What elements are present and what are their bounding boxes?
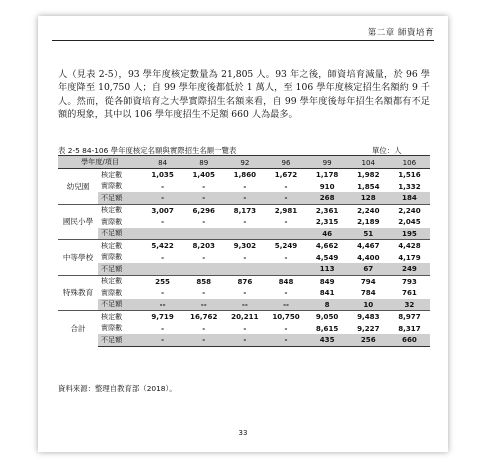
table-cell: 8,317 bbox=[398, 323, 421, 333]
table-row bbox=[58, 287, 430, 299]
table-cell: - bbox=[142, 334, 183, 346]
table-cell: - bbox=[202, 323, 206, 333]
table-row bbox=[58, 334, 430, 346]
table-cell: 1,860 bbox=[233, 170, 257, 180]
group-label: 國民小學 bbox=[58, 204, 98, 240]
table-cell bbox=[265, 263, 306, 275]
table-cell: 10,750 bbox=[265, 311, 306, 323]
table-row bbox=[58, 192, 430, 204]
table-cell: 858 bbox=[183, 275, 224, 287]
table-cell bbox=[142, 263, 183, 275]
table-cell: 660 bbox=[389, 334, 430, 346]
group-label: 合計 bbox=[58, 311, 98, 347]
table-row bbox=[58, 299, 430, 311]
row-label: 不足額 bbox=[98, 192, 142, 204]
table-cell: 268 bbox=[307, 192, 348, 204]
header-cell-year: 106 bbox=[389, 156, 430, 169]
table-cell: - bbox=[202, 252, 206, 262]
table-cell: 4,662 bbox=[307, 240, 348, 252]
table-cell: - bbox=[243, 252, 247, 262]
table-cell: 5,249 bbox=[265, 240, 306, 252]
group-label: 幼兒園 bbox=[58, 169, 98, 205]
table-cell: 32 bbox=[389, 299, 430, 311]
header-cell-year: 99 bbox=[307, 156, 348, 169]
table-row bbox=[58, 275, 430, 287]
table-row bbox=[58, 181, 430, 193]
table-cell: 1,035 bbox=[151, 170, 174, 180]
table-cell: 3,007 bbox=[142, 204, 183, 216]
row-label: 不足額 bbox=[98, 228, 142, 240]
table-cell: - bbox=[183, 334, 224, 346]
table-cell: 1,178 bbox=[315, 170, 339, 180]
table-cell: - bbox=[243, 288, 247, 298]
table-cell: 46 bbox=[307, 228, 348, 240]
body-paragraph: 人（見表 2-5），93 學年度核定數量為 21,805 人。93 年之後，師資培育減量，於 96 學年度降至 10,750 人；自 99 學年度後都低於 1 萬人，至 106 學年度核定招生名額約 9 千人。然而，從各師資培育之大學實際招生名額來看，自 99 學年度後每年招生名額都有不足額的現象，其中以 106 學年度招生不足額 660 人為最多。 bbox=[58, 69, 430, 120]
row-label: 實際數 bbox=[101, 181, 123, 191]
table-cell: - bbox=[284, 252, 288, 262]
group-label: 中等學校 bbox=[58, 240, 98, 276]
header-cell-item: 學年度/項目 bbox=[58, 156, 142, 169]
table-cell bbox=[265, 228, 306, 240]
table-cell: 51 bbox=[348, 228, 389, 240]
table-row bbox=[58, 228, 430, 240]
table-cell: - bbox=[284, 181, 288, 191]
page-header bbox=[38, 16, 448, 40]
table-cell: 794 bbox=[348, 275, 389, 287]
row-label: 核定數 bbox=[98, 311, 142, 323]
table-header-row bbox=[58, 156, 430, 169]
table-cell: - bbox=[284, 323, 288, 333]
table-source: 資料來源：整理自教育部（2018）。 bbox=[58, 384, 177, 393]
header-cell-year: 84 bbox=[142, 156, 183, 169]
table-cell: 2,361 bbox=[307, 204, 348, 216]
row-label: 不足額 bbox=[98, 263, 142, 275]
row-label: 不足額 bbox=[98, 334, 142, 346]
table-cell: 1,332 bbox=[398, 181, 421, 191]
quota-table bbox=[58, 155, 430, 347]
table-cell: 9,719 bbox=[142, 311, 183, 323]
header-cell-year: 92 bbox=[224, 156, 265, 169]
table-cell: 20,211 bbox=[224, 311, 265, 323]
table-row bbox=[58, 240, 430, 252]
table-cell: 849 bbox=[307, 275, 348, 287]
table-cell: 1,405 bbox=[192, 170, 215, 180]
table-cell: 876 bbox=[224, 275, 265, 287]
table-cell bbox=[224, 228, 265, 240]
row-label: 實際數 bbox=[101, 323, 123, 333]
row-label: 核定數 bbox=[98, 275, 142, 287]
table-cell: 9,302 bbox=[224, 240, 265, 252]
table-cell: 848 bbox=[265, 275, 306, 287]
table-row bbox=[58, 216, 430, 228]
table-cell: 255 bbox=[142, 275, 183, 287]
table-cell: 8,203 bbox=[183, 240, 224, 252]
row-label: 實際數 bbox=[101, 287, 123, 297]
table-row bbox=[58, 169, 430, 181]
table-cell bbox=[142, 228, 183, 240]
table-cell bbox=[224, 263, 265, 275]
table-row bbox=[58, 263, 430, 275]
table-cell: - bbox=[243, 217, 247, 227]
table-cell bbox=[183, 263, 224, 275]
table-cell: 910 bbox=[319, 181, 335, 191]
row-label: 實際數 bbox=[101, 252, 123, 262]
group-label: 特殊教育 bbox=[58, 275, 98, 311]
table-cell: 1,672 bbox=[274, 170, 298, 180]
table-cell: 8,615 bbox=[315, 323, 339, 333]
table-cell: - bbox=[284, 217, 288, 227]
table-cell: - bbox=[224, 192, 265, 204]
header-cell-year: 96 bbox=[265, 156, 306, 169]
table-cell: 113 bbox=[307, 263, 348, 275]
table-cell: 184 bbox=[389, 192, 430, 204]
table-cell: - bbox=[243, 181, 247, 191]
table-cell: 8 bbox=[307, 299, 348, 311]
row-label: 實際數 bbox=[101, 216, 123, 226]
table-cell: 2,240 bbox=[348, 204, 389, 216]
table-cell: 841 bbox=[319, 288, 335, 298]
table-cell: 435 bbox=[307, 334, 348, 346]
table-row bbox=[58, 252, 430, 264]
table-cell: - bbox=[161, 217, 165, 227]
table-row bbox=[58, 323, 430, 335]
table-cell: 1,982 bbox=[357, 170, 380, 180]
row-label: 不足額 bbox=[98, 299, 142, 311]
table-cell: -- bbox=[142, 299, 183, 311]
table-cell: 9,483 bbox=[348, 311, 389, 323]
header-cell-year: 104 bbox=[348, 156, 389, 169]
table-cell: 4,549 bbox=[315, 252, 339, 262]
table-cell: 128 bbox=[348, 192, 389, 204]
table-cell: - bbox=[202, 288, 206, 298]
table-cell: 2,045 bbox=[398, 217, 421, 227]
table-cell: - bbox=[161, 252, 165, 262]
table-caption: 表 2-5 84-106 學年度核定名額與實際招生名額一覽表 bbox=[58, 146, 237, 155]
table-cell: - bbox=[224, 334, 265, 346]
header-cell-year: 89 bbox=[183, 156, 224, 169]
table-cell: - bbox=[284, 288, 288, 298]
table-cell: 10 bbox=[348, 299, 389, 311]
table-cell: 256 bbox=[348, 334, 389, 346]
table-row bbox=[58, 311, 430, 323]
table-cell: 4,467 bbox=[348, 240, 389, 252]
table-cell: 8,977 bbox=[389, 311, 430, 323]
table-cell: 5,422 bbox=[142, 240, 183, 252]
table-cell: 2,240 bbox=[389, 204, 430, 216]
table-cell: 761 bbox=[402, 288, 417, 298]
table-cell: - bbox=[265, 334, 306, 346]
table-cell: 6,296 bbox=[183, 204, 224, 216]
table-cell: 9,227 bbox=[357, 323, 380, 333]
table-cell: - bbox=[243, 323, 247, 333]
row-label: 核定數 bbox=[98, 240, 142, 252]
table-cell: 4,400 bbox=[357, 252, 380, 262]
table-cell: - bbox=[161, 181, 165, 191]
table-cell: - bbox=[183, 192, 224, 204]
table-cell: 195 bbox=[389, 228, 430, 240]
table-cell bbox=[183, 228, 224, 240]
table-cell: 4,179 bbox=[398, 252, 421, 262]
table-cell: 16,762 bbox=[183, 311, 224, 323]
table-row bbox=[58, 204, 430, 216]
table-unit: 單位：人 bbox=[372, 146, 402, 155]
header-rule bbox=[52, 40, 434, 41]
page-number: 33 bbox=[238, 429, 248, 437]
document-page bbox=[38, 16, 448, 452]
table-cell: -- bbox=[224, 299, 265, 311]
table-cell: 784 bbox=[360, 288, 376, 298]
table-cell: 249 bbox=[389, 263, 430, 275]
table-cell: 9,050 bbox=[307, 311, 348, 323]
table-cell: 1,854 bbox=[357, 181, 380, 191]
table-cell: - bbox=[161, 323, 165, 333]
table-cell: 793 bbox=[389, 275, 430, 287]
table-cell: -- bbox=[265, 299, 306, 311]
table-cell: 4,428 bbox=[389, 240, 430, 252]
table-cell: 1,516 bbox=[398, 170, 421, 180]
chapter-title: 第二章 師資培育 bbox=[367, 28, 434, 38]
table-cell: - bbox=[142, 192, 183, 204]
table-cell: -- bbox=[183, 299, 224, 311]
table-cell: 2,189 bbox=[357, 217, 380, 227]
table-cell: - bbox=[202, 217, 206, 227]
table-cell: - bbox=[202, 181, 206, 191]
table-cell: 8,173 bbox=[224, 204, 265, 216]
table-cell: 2,315 bbox=[315, 217, 339, 227]
table-cell: - bbox=[265, 192, 306, 204]
row-label: 核定數 bbox=[101, 169, 123, 179]
table-cell: 2,981 bbox=[265, 204, 306, 216]
row-label: 核定數 bbox=[98, 204, 142, 216]
table-cell: 67 bbox=[348, 263, 389, 275]
table-cell: - bbox=[161, 288, 165, 298]
